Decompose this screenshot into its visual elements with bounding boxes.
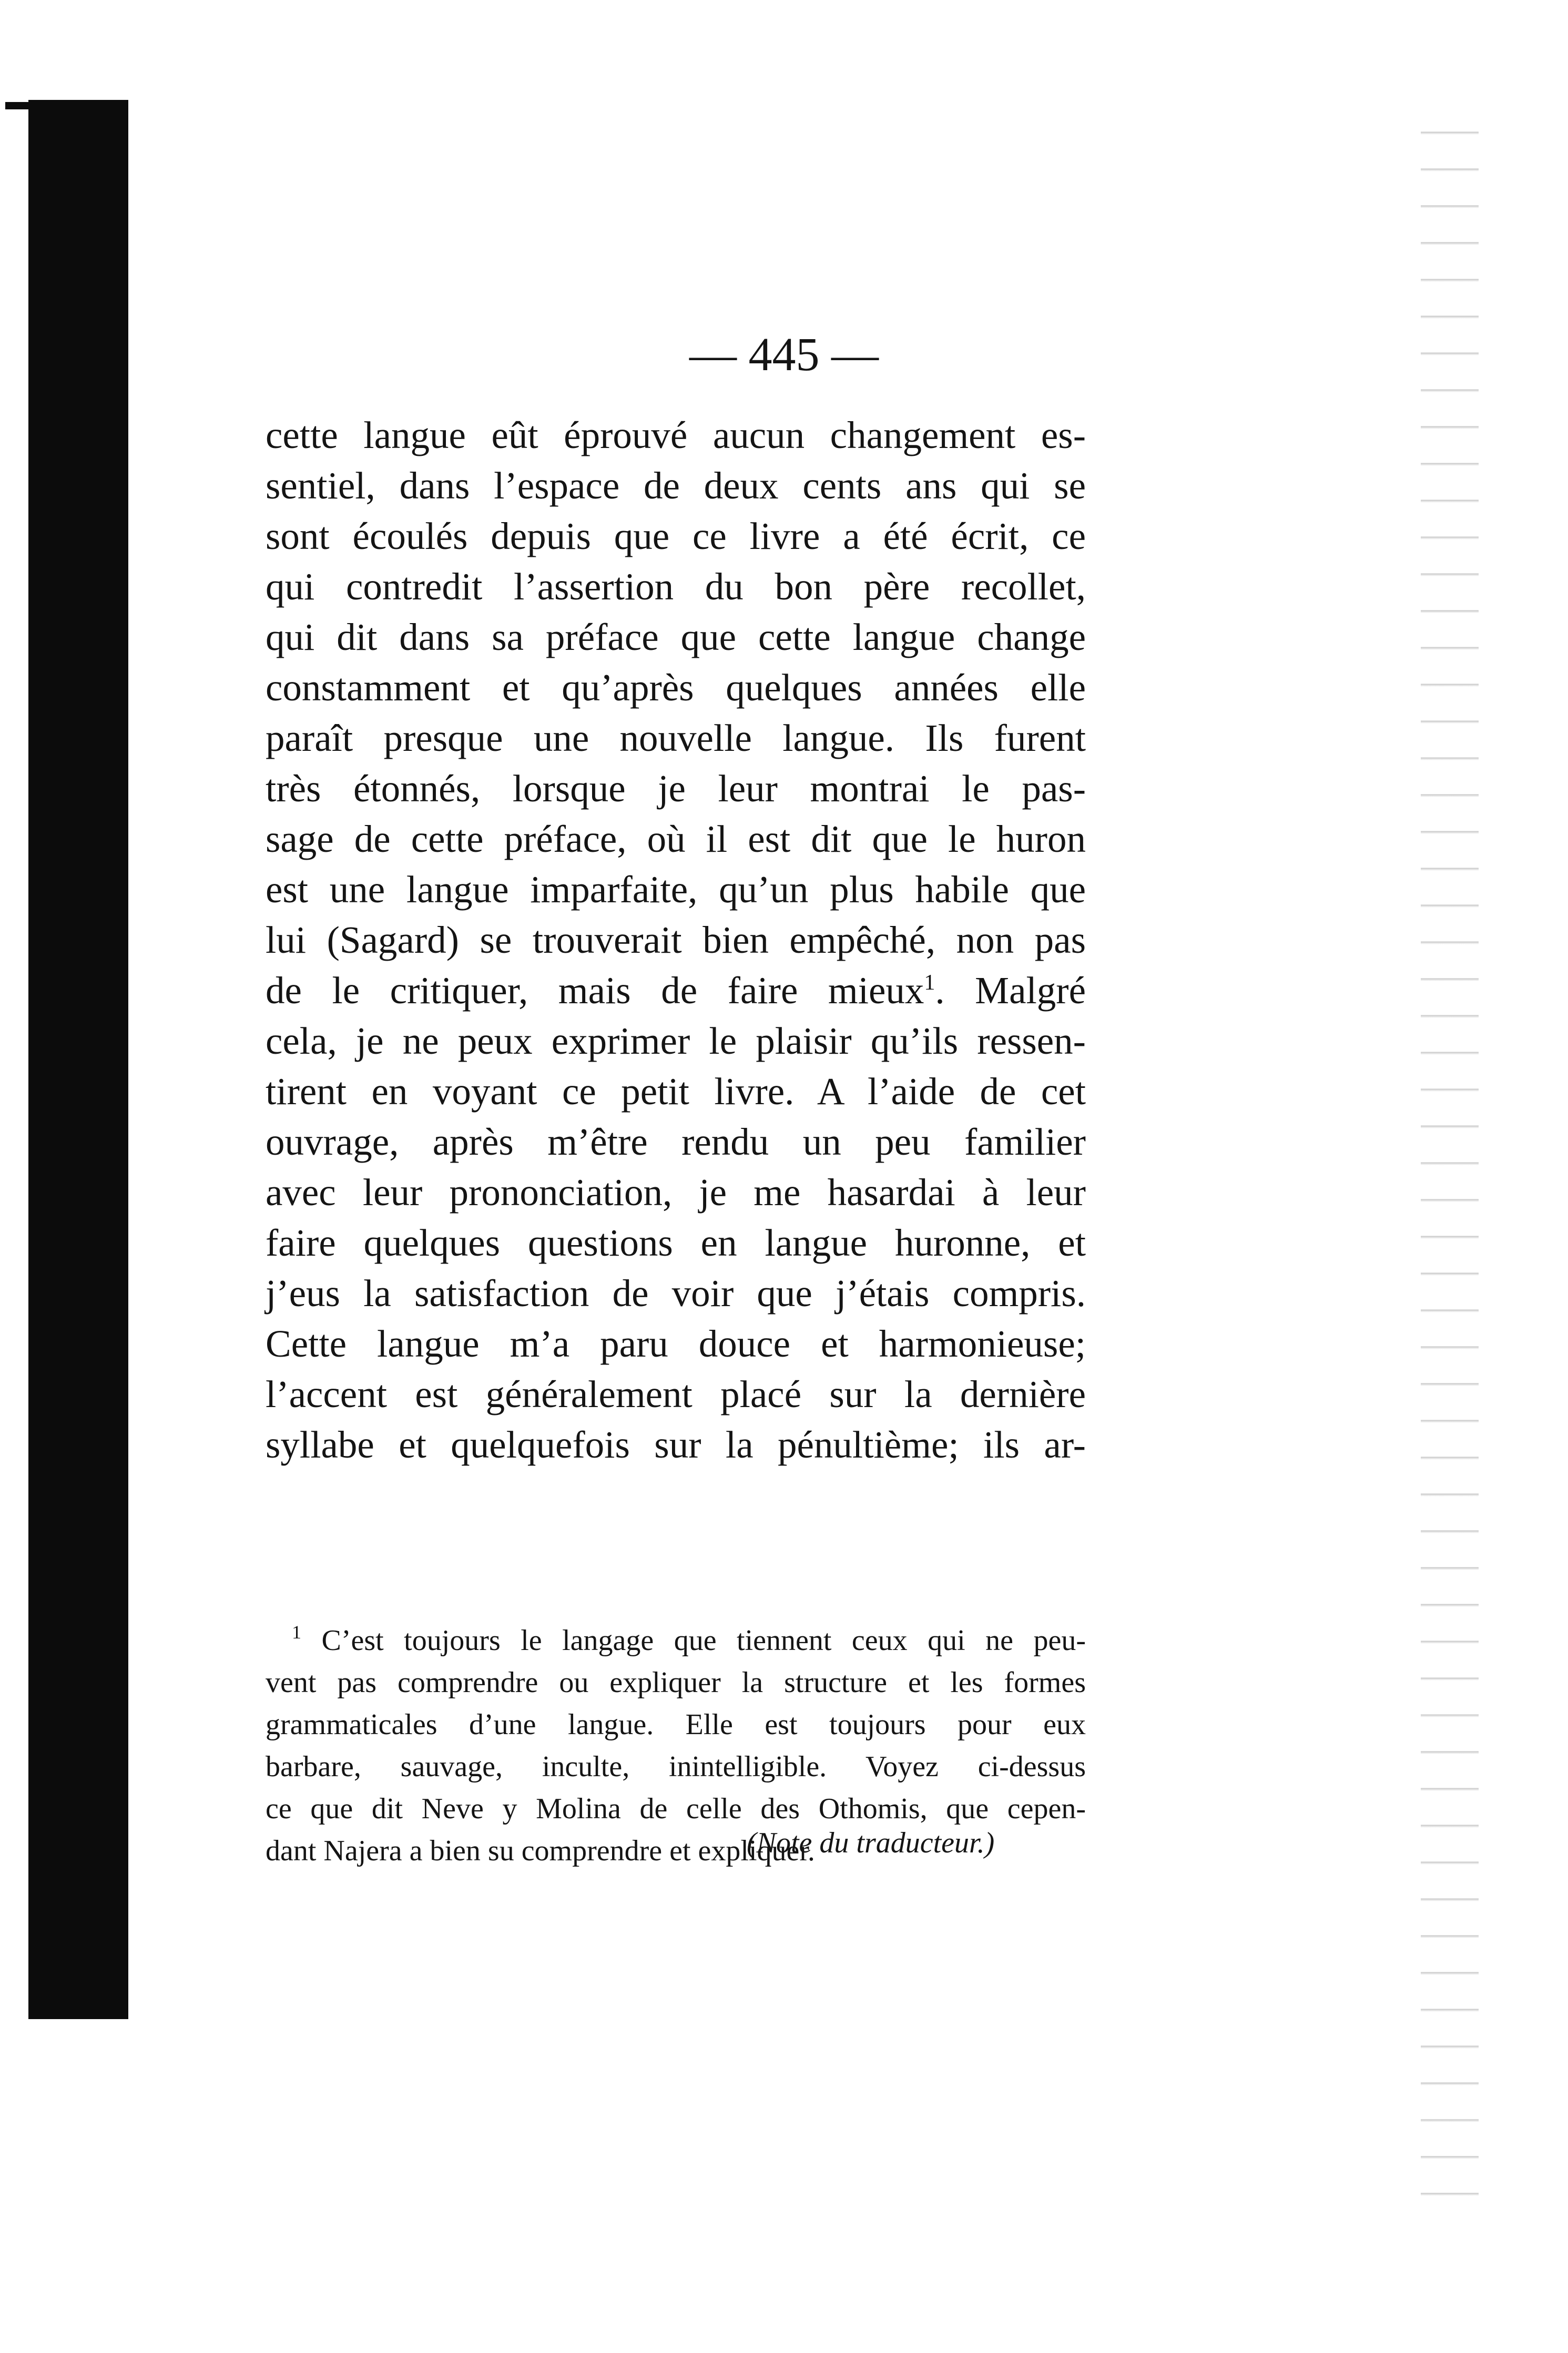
translator-note-credit: (Note du traducteur.) bbox=[747, 1827, 995, 1859]
text-line: syllabe et quelquefois sur la pénultième; ils ar- bbox=[266, 1423, 1086, 1466]
footnote-marker: 1 bbox=[292, 1622, 301, 1643]
scan-edge-speckle bbox=[1421, 116, 1479, 2219]
text-line: constamment et qu’après quelques années elle bbox=[266, 666, 1086, 709]
text-line: cette langue eût éprouvé aucun changement es- bbox=[266, 414, 1086, 456]
footnote-line: barbare, sauvage, inculte, inintelligible. Voyez ci-dessus bbox=[266, 1750, 1086, 1783]
text-line: l’accent est généralement placé sur la dernière bbox=[266, 1373, 1086, 1415]
body-paragraph bbox=[266, 410, 1086, 1470]
text-line-with-note bbox=[266, 965, 1086, 1016]
text-line: avec leur prononciation, je me hasardai à leur bbox=[266, 1171, 1086, 1214]
text-line: tirent en voyant ce petit livre. A l’aide de cet bbox=[266, 1070, 1086, 1113]
footnote-line-text: C’est toujours le langage que tiennent ceux qui ne peu- bbox=[321, 1624, 1086, 1657]
scan-binding-shadow bbox=[28, 100, 128, 2019]
page-number: — 445 — bbox=[689, 329, 879, 381]
text-line: ouvrage, après m’être rendu un peu familier bbox=[266, 1121, 1086, 1163]
text-line: cela, je ne peux exprimer le plaisir qu’ils ressen- bbox=[266, 1020, 1086, 1062]
footnote-line: dant Najera a bien su comprendre et expliquer. bbox=[266, 1835, 815, 1867]
text-line: sont écoulés depuis que ce livre a été écrit, ce bbox=[266, 515, 1086, 557]
footnote-line: ce que dit Neve y Molina de celle des Othomis, que cepen- bbox=[266, 1792, 1086, 1825]
footnote-line bbox=[266, 1619, 1086, 1662]
text-line: sentiel, dans l’espace de deux cents ans qui se bbox=[266, 464, 1086, 507]
text-line: paraît presque une nouvelle langue. Ils furent bbox=[266, 717, 1086, 759]
text-line: qui contredit l’assertion du bon père recollet, bbox=[266, 565, 1086, 608]
text-line: sage de cette préface, où il est dit que le huron bbox=[266, 818, 1086, 860]
text-line: très étonnés, lorsque je leur montrai le pas- bbox=[266, 767, 1086, 810]
text-line: Cette langue m’a paru douce et harmonieuse; bbox=[266, 1322, 1086, 1365]
text-line-end: . Malgré bbox=[935, 969, 1086, 1012]
text-line: faire quelques questions en langue huronne, et bbox=[266, 1221, 1086, 1264]
text-line-start: de le critiquer, mais de faire mieux bbox=[266, 969, 924, 1012]
text-line: est une langue imparfaite, qu’un plus habile que bbox=[266, 868, 1086, 911]
text-line: lui (Sagard) se trouverait bien empêché, non pas bbox=[266, 919, 1086, 961]
footnote-line: grammaticales d’une langue. Elle est toujours pour eux bbox=[266, 1708, 1086, 1741]
text-line: qui dit dans sa préface que cette langue change bbox=[266, 616, 1086, 658]
footnote-reference[interactable]: 1 bbox=[924, 971, 935, 995]
footnote-line: vent pas comprendre ou expliquer la structure et les formes bbox=[266, 1666, 1086, 1699]
text-line: j’eus la satisfaction de voir que j’étais compris. bbox=[266, 1272, 1086, 1315]
